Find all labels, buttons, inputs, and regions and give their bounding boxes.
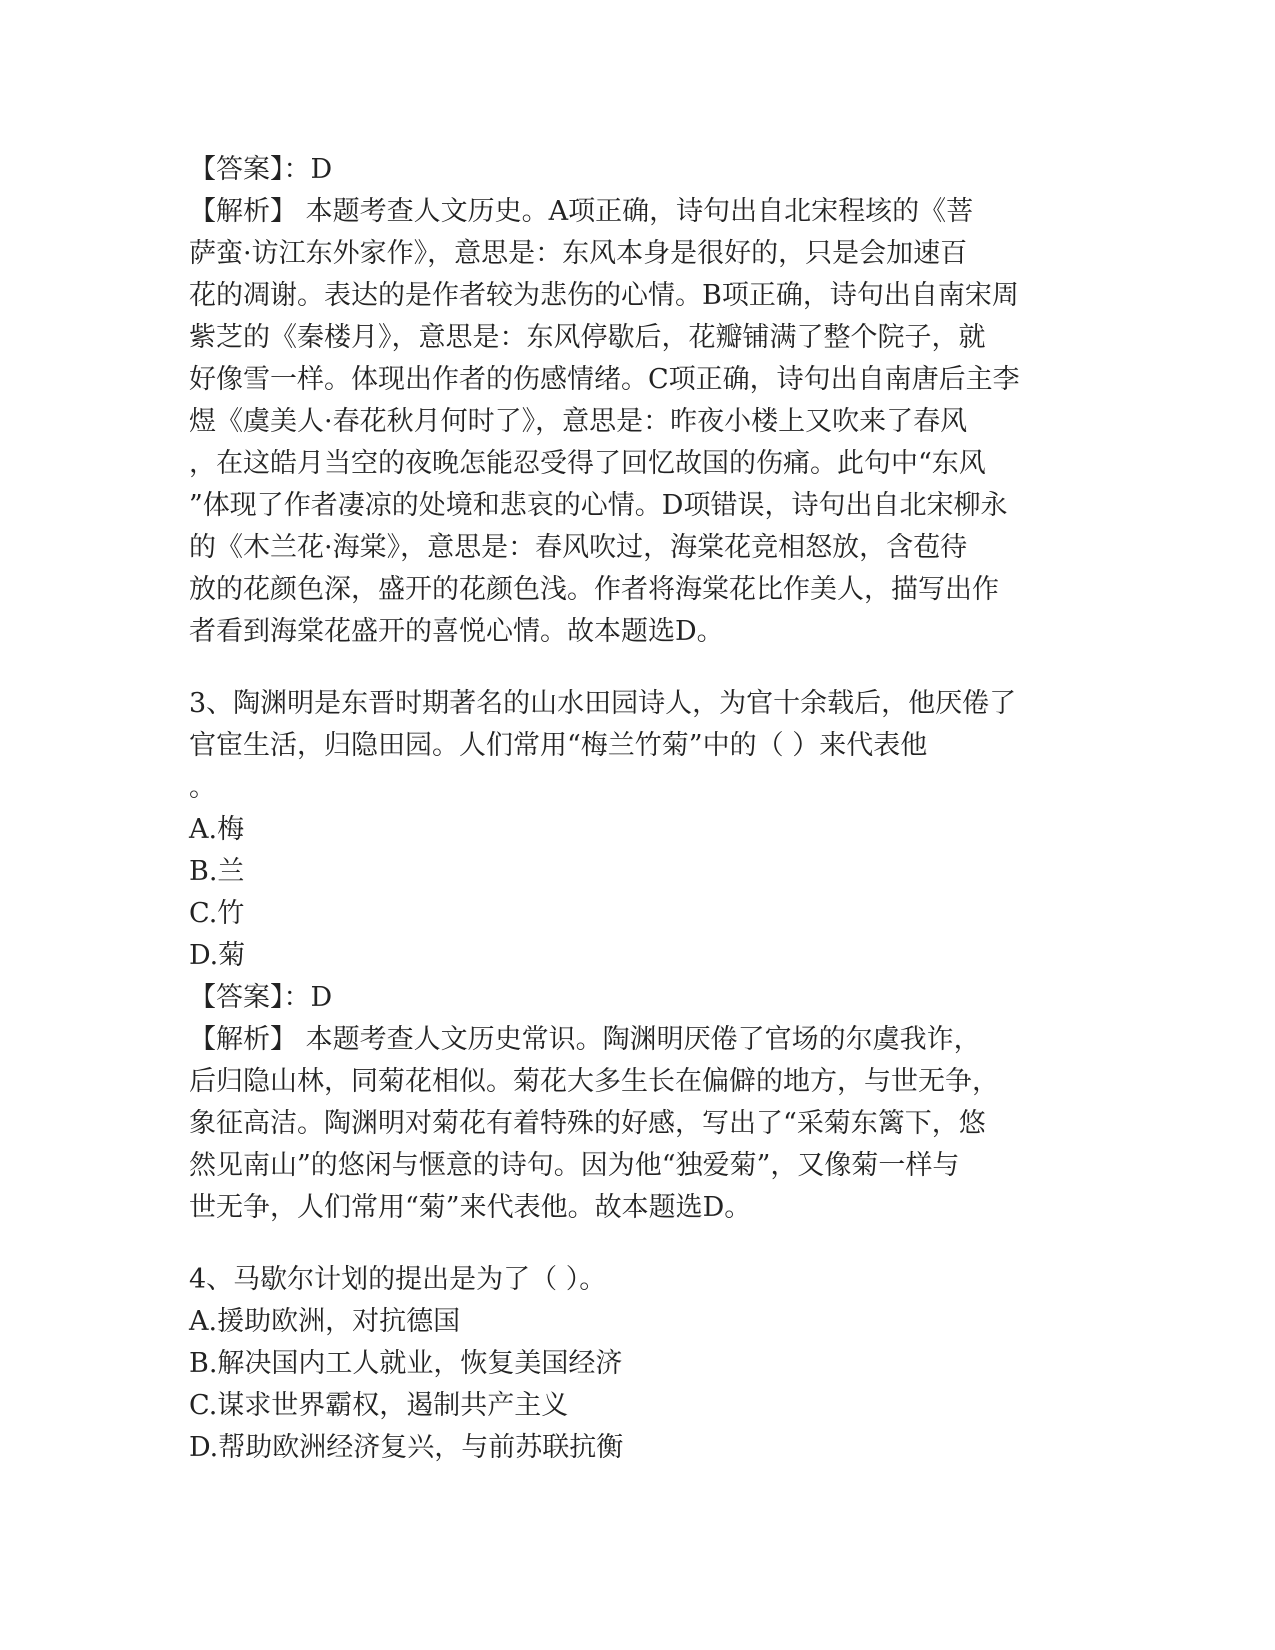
q3-option-a: A.梅 (189, 814, 245, 845)
q2-answer-block (189, 149, 1089, 653)
spacer (189, 653, 1089, 683)
q4-option-c: C.谋求世界霸权，遏制共产主义 (189, 1390, 569, 1421)
q2-analysis-line: 煜《虞美人·春花秋月何时了》，意思是：昨夜小楼上又吹来了春风 (189, 406, 968, 437)
q2-analysis-line: ”体现了作者凄凉的处境和悲哀的心情。D项错误，诗句出自北宋柳永 (189, 490, 1008, 521)
q2-analysis-line: 好像雪一样。体现出作者的伤感情绪。C项正确，诗句出自南唐后主李 (189, 364, 1020, 395)
q2-analysis-line: 【解析】 本题考查人文历史。A项正确，诗句出自北宋程垓的《菩 (189, 196, 974, 227)
q3-analysis-line: 世无争，人们常用“菊”来代表他。故本题选D。 (189, 1192, 752, 1223)
q2-analysis-line: 紫芝的《秦楼月》，意思是：东风停歇后，花瓣铺满了整个院子，就 (189, 322, 986, 353)
q2-analysis-line: 花的凋谢。表达的是作者较为悲伤的心情。B项正确，诗句出自南宋周 (189, 280, 1019, 311)
q4-block (189, 1259, 1089, 1469)
spacer (189, 1229, 1089, 1259)
q3-question-line: 官宦生活，归隐田园。人们常用“梅兰竹菊”中的（ ）来代表他 (189, 730, 928, 761)
q3-answer: 【答案】：D (189, 982, 333, 1013)
q3-question-line: 。 (189, 772, 216, 803)
q2-answer: 【答案】：D (189, 154, 333, 185)
document-content (189, 149, 1089, 1469)
q3-option-c: C.竹 (189, 898, 245, 929)
q2-analysis-line: 者看到海棠花盛开的喜悦心情。故本题选D。 (189, 616, 724, 647)
q3-block (189, 683, 1089, 1229)
q4-option-a: A.援助欧洲，对抗德国 (189, 1306, 461, 1337)
q2-analysis-line: 放的花颜色深，盛开的花颜色浅。作者将海棠花比作美人，描写出作 (189, 574, 999, 605)
q4-option-b: B.解决国内工人就业，恢复美国经济 (189, 1348, 623, 1379)
q3-option-d: D.菊 (189, 940, 246, 971)
q3-analysis-line: 后归隐山林，同菊花相似。菊花大多生长在偏僻的地方，与世无争， (189, 1066, 999, 1097)
q3-option-b: B.兰 (189, 856, 245, 887)
q2-analysis-line: ，在这皓月当空的夜晚怎能忍受得了回忆故国的伤痛。此句中“东风 (189, 448, 986, 479)
q4-option-d: D.帮助欧洲经济复兴，与前苏联抗衡 (189, 1432, 624, 1463)
q3-analysis-line: 然见南山”的悠闲与惬意的诗句。因为他“独爱菊”，又像菊一样与 (189, 1150, 960, 1181)
q4-question-line: 4、马歇尔计划的提出是为了（ ）。 (189, 1264, 607, 1295)
q2-analysis-line: 的《木兰花·海棠》，意思是：春风吹过，海棠花竞相怒放，含苞待 (189, 532, 968, 563)
q3-question-line: 3、陶渊明是东晋时期著名的山水田园诗人，为官十余载后，他厌倦了 (189, 688, 1017, 719)
q2-analysis-line: 萨蛮·访江东外家作》，意思是：东风本身是很好的，只是会加速百 (189, 238, 968, 269)
q3-analysis-line: 【解析】 本题考查人文历史常识。陶渊明厌倦了官场的尔虞我诈， (189, 1024, 981, 1055)
q3-analysis-line: 象征高洁。陶渊明对菊花有着特殊的好感，写出了“采菊东篱下，悠 (189, 1108, 986, 1139)
